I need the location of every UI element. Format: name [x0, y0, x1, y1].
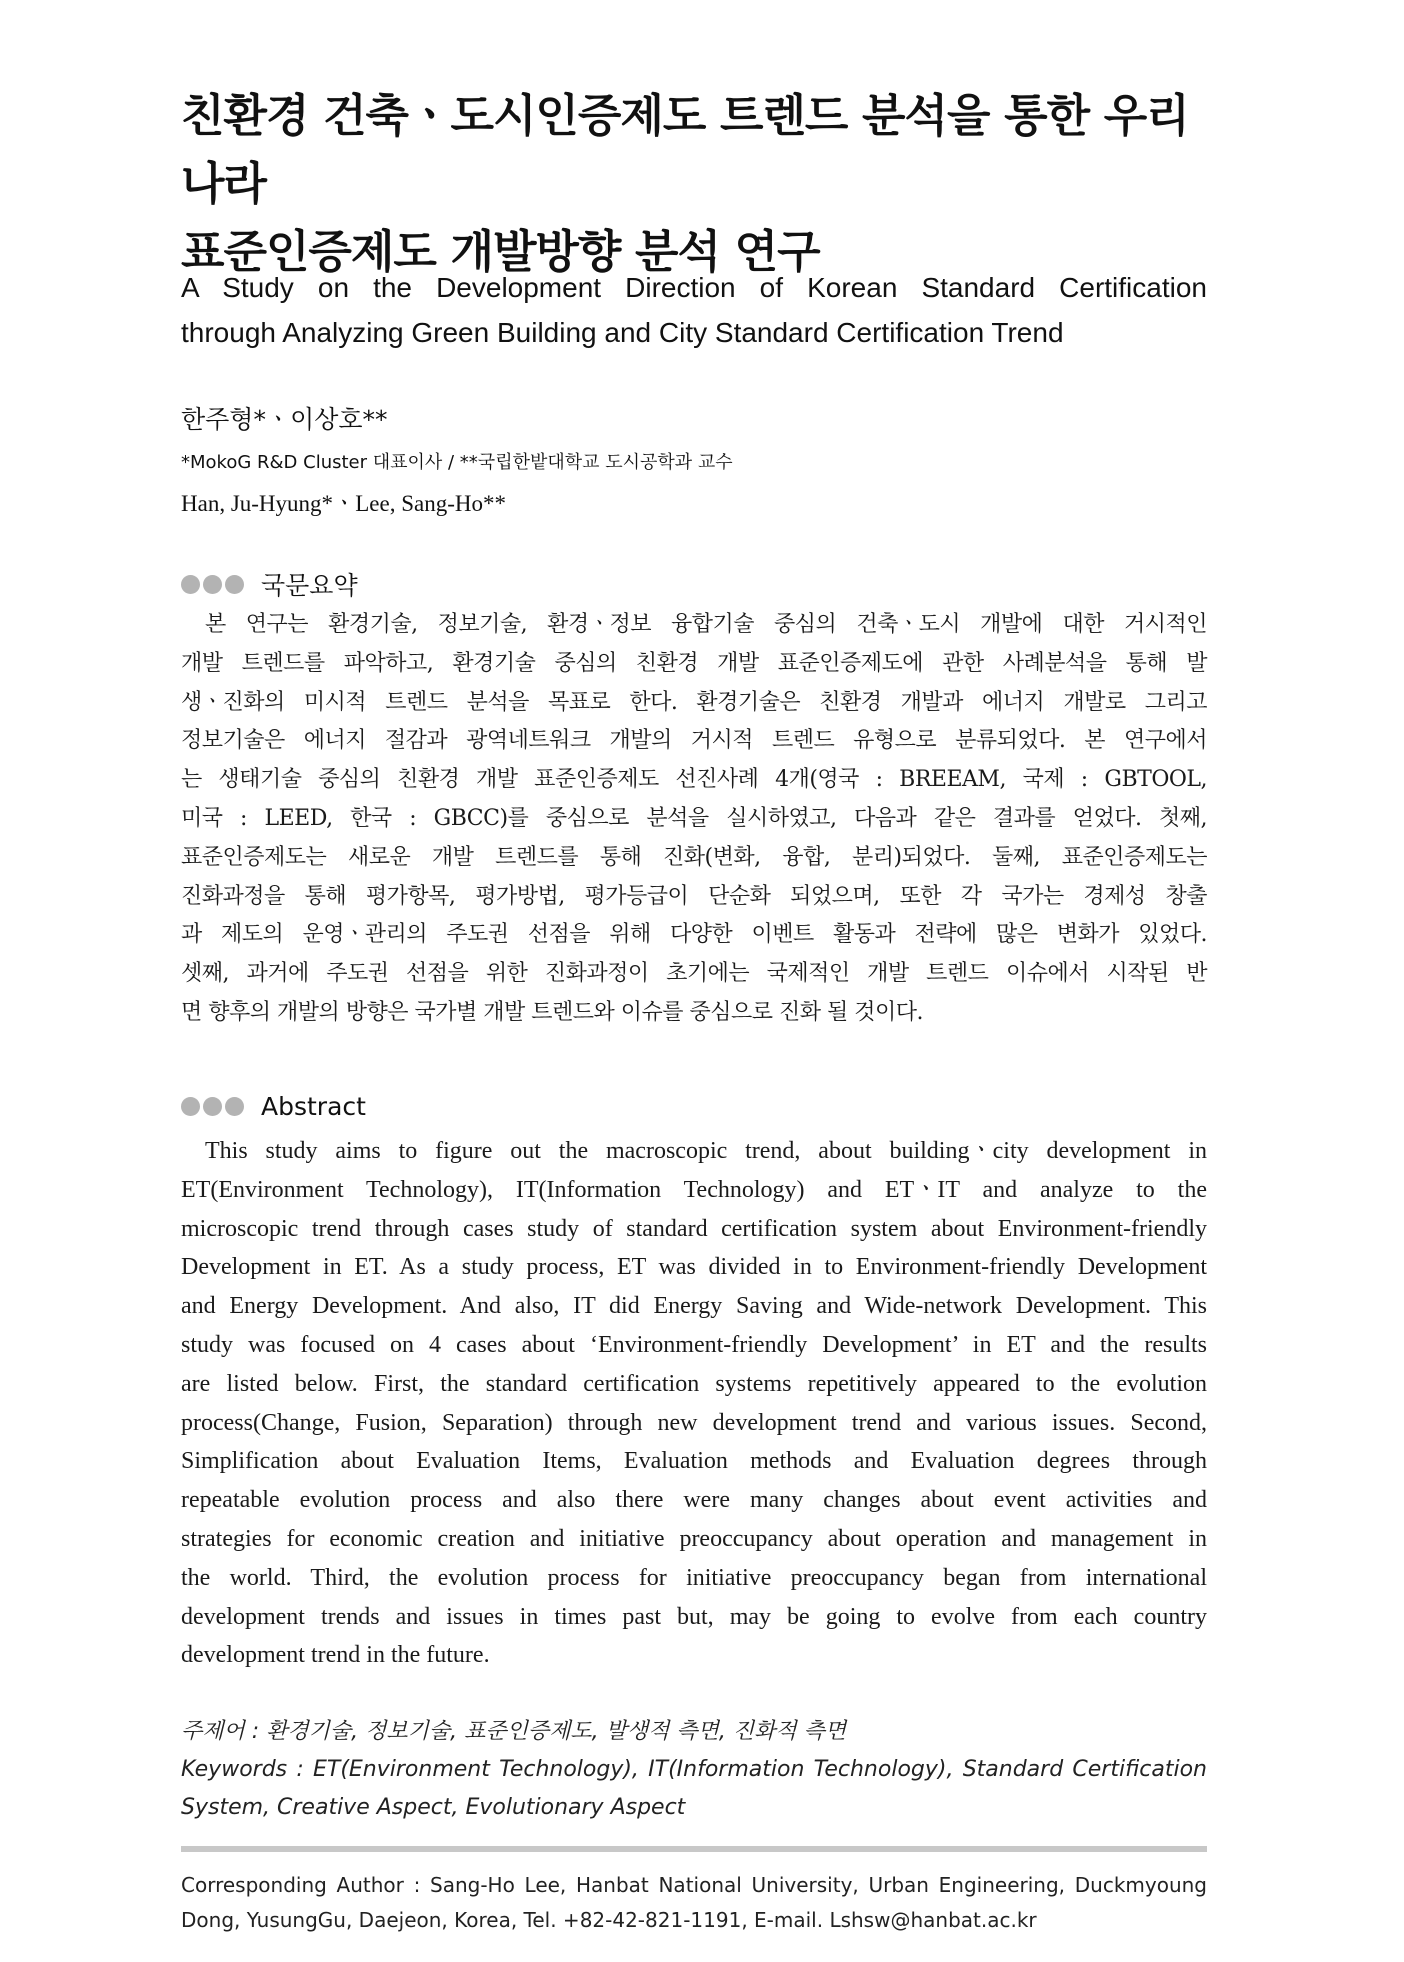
footer-divider	[181, 1846, 1207, 1852]
english-title-line-2: through Analyzing Green Building and City Standard Certification Trend	[181, 317, 1064, 348]
author-affiliation: *MokoG R&D Cluster 대표이사 / **국립한밭대학교 도시공학과 교수	[181, 452, 733, 473]
english-abstract-heading	[181, 1092, 366, 1121]
korean-abstract-line: 는 생태기술 중심의 친환경 개발 표준인증제도 선진사례 4개(영국 : BREEAM, 국제 : GBTOOL,	[181, 767, 1207, 793]
english-abstract-line: and Energy Development. And also, IT did Energy Saving and Wide-network Development. This	[181, 1293, 1207, 1320]
korean-title-line-2: 표준인증제도 개발방향 분석 연구	[181, 225, 820, 278]
bullet-dots-icon	[181, 1097, 247, 1116]
corresponding-author-footer	[181, 1868, 1207, 1938]
english-title-line-1: A Study on the Development Direction of Korean Standard Certification	[181, 272, 1207, 303]
english-abstract-line: Development in ET. As a study process, ET was divided in to Environment-friendly Development	[181, 1254, 1207, 1281]
keywords-english-line-1: Keywords : ET(Environment Technology), IT(Information Technology), Standard Certification	[181, 1757, 1207, 1782]
english-abstract-line: the world. Third, the evolution process for initiative preoccupancy began from international	[181, 1564, 1207, 1591]
english-abstract-line: ET(Environment Technology), IT(Information Technology) and ETㆍIT and analyze to the	[181, 1176, 1207, 1203]
korean-abstract-line: 면 향후의 개발의 방향은 국가별 개발 트렌드와 이슈를 중심으로 진화 될 것이다.	[181, 999, 923, 1025]
korean-abstract-body	[181, 606, 1207, 1033]
bullet-dots-icon	[181, 575, 247, 594]
english-abstract-body	[181, 1132, 1207, 1675]
english-abstract-line: This study aims to figure out the macroscopic trend, about buildingㆍcity development in	[205, 1138, 1207, 1164]
english-abstract-line: repeatable evolution process and also there were many changes about event activities and	[181, 1487, 1207, 1514]
korean-abstract-line: 미국 : LEED, 한국 : GBCC)를 중심으로 분석을 실시하였고, 다음과 같은 결과를 얻었다. 첫째,	[181, 805, 1207, 831]
english-title	[181, 265, 1207, 355]
korean-title	[181, 82, 1207, 286]
korean-abstract-line: 정보기술은 에너지 절감과 광역네트워크 개발의 거시적 트렌드 유형으로 분류되었다. 본 연구에서	[181, 728, 1207, 754]
english-abstract-line: Simplification about Evaluation Items, Evaluation methods and Evaluation degrees through	[181, 1448, 1207, 1475]
korean-abstract-line: 과 제도의 운영ㆍ관리의 주도권 선점을 위해 다양한 이벤트 활동과 전략에 많은 변화가 있었다.	[181, 922, 1207, 948]
korean-title-line-1: 친환경 건축ㆍ도시인증제도 트렌드 분석을 통한 우리나라	[181, 89, 1189, 210]
authors-english: Han, Ju-Hyung*ㆍLee, Sang-Ho**	[181, 491, 506, 516]
english-abstract-line: development trends and issues in times past but, may be going to evolve from each country	[181, 1603, 1207, 1630]
english-abstract-heading-text: Abstract	[261, 1092, 366, 1121]
keywords-block	[181, 1713, 1207, 1827]
english-abstract-line: study was focused on 4 cases about ‘Environment-friendly Development’ in ET and the results	[181, 1331, 1207, 1358]
authors-korean: 한주형*ㆍ이상호**	[181, 405, 388, 434]
footer-line-2: Dong, YusungGu, Daejeon, Korea, Tel. +82-42-821-1191, E-mail. Lshsw@hanbat.ac.kr	[181, 1908, 1037, 1932]
english-abstract-line: process(Change, Fusion, Separation) through new development trend and various issues. Second,	[181, 1409, 1207, 1436]
keywords-korean: 주제어 : 환경기술, 정보기술, 표준인증제도, 발생적 측면, 진화적 측면	[181, 1719, 847, 1744]
english-abstract-line: microscopic trend through cases study of standard certification system about Environment-friendly	[181, 1215, 1207, 1242]
korean-abstract-heading-text: 국문요약	[261, 571, 358, 600]
english-abstract-line: strategies for economic creation and initiative preoccupancy about operation and management in	[181, 1525, 1207, 1552]
keywords-english-line-2: System, Creative Aspect, Evolutionary Aspect	[181, 1795, 686, 1820]
footer-line-1: Corresponding Author : Sang-Ho Lee, Hanbat National University, Urban Engineering, Duckmyoung	[181, 1873, 1207, 1897]
korean-abstract-heading	[181, 566, 358, 602]
korean-abstract-line: 개발 트렌드를 파악하고, 환경기술 중심의 친환경 개발 표준인증제도에 관한 사례분석을 통해 발	[181, 650, 1207, 676]
korean-abstract-line: 진화과정을 통해 평가항목, 평가방법, 평가등급이 단순화 되었으며, 또한 각 국가는 경제성 창출	[181, 883, 1207, 909]
korean-abstract-line: 표준인증제도는 새로운 개발 트렌드를 통해 진화(변화, 융합, 분리)되었다. 둘째, 표준인증제도는	[181, 844, 1207, 870]
english-abstract-line: are listed below. First, the standard certification systems repetitively appeared to the evolution	[181, 1370, 1207, 1397]
korean-abstract-line: 본 연구는 환경기술, 정보기술, 환경ㆍ정보 융합기술 중심의 건축ㆍ도시 개발에 대한 거시적인	[205, 612, 1207, 637]
english-abstract-line: development trend in the future.	[181, 1642, 490, 1669]
korean-abstract-line: 생ㆍ진화의 미시적 트렌드 분석을 목표로 한다. 환경기술은 친환경 개발과 에너지 개발로 그리고	[181, 689, 1207, 715]
korean-abstract-line: 셋째, 과거에 주도권 선점을 위한 진화과정이 초기에는 국제적인 개발 트렌드 이슈에서 시작된 반	[181, 961, 1207, 987]
